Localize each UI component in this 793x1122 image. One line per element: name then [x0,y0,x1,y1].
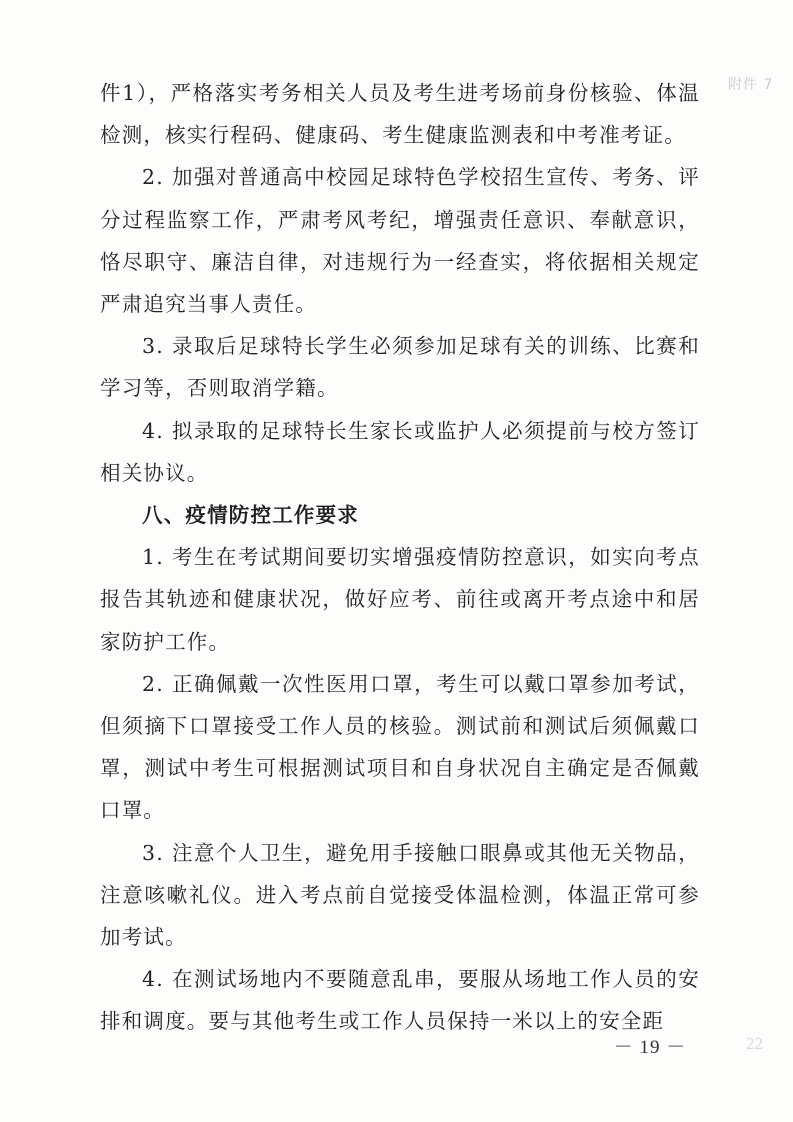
page-number: － 19 － [613,1037,687,1058]
paragraph-item-2: 2. 加强对普通高中校园足球特色学校招生宣传、考务、评分过程监察工作，严肃考风考纪，增强责任意识、奉献意识，恪尽职守、廉洁自律，对违规行为一经查实，将依据相关规定严肃追究当事人责任。 [100,165,700,317]
paragraph-item-4: 4. 拟录取的足球特长生家长或监护人必须提前与校方签订相关协议。 [100,418,700,485]
bleed-through-attachment-label: 附件 7 [728,77,774,93]
paragraph-epidemic-item-2: 2. 正确佩戴一次性医用口罩，考生可以戴口罩参加考试，但须摘下口罩接受工作人员的核验。测试前和测试后须佩戴口罩，测试中考生可根据测试项目和自身状况自主确定是否佩戴口罩。 [100,671,700,823]
paragraph-epidemic-item-3: 3. 注意个人卫生，避免用手接触口眼鼻或其他无关物品，注意咳嗽礼仪。进入考点前自觉接受体温检测，体温正常可参加考试。 [100,840,700,950]
paragraph-item-3: 3. 录取后足球特长学生必须参加足球有关的训练、比赛和学习等，否则取消学籍。 [100,334,700,401]
paragraph-epidemic-item-4: 4. 在测试场地内不要随意乱串，要服从场地工作人员的安排和调度。要与其他考生或工作人员保持一米以上的安全距 [100,967,700,1034]
section-heading-epidemic-prevention: 八、疫情防控工作要求 [142,503,359,528]
paragraph-continuation: 件1），严格落实考务相关人员及考生进考场前身份核验、体温检测，核实行程码、健康码、考生健康监测表和中考准考证。 [100,81,700,148]
bleed-through-page-number: 22 [746,1034,763,1053]
document-body [100,72,700,1043]
paragraph-epidemic-item-1: 1. 考生在考试期间要切实增强疫情防控意识，如实向考点报告其轨迹和健康状况，做好应考、前往或离开考点途中和居家防护工作。 [100,545,700,654]
